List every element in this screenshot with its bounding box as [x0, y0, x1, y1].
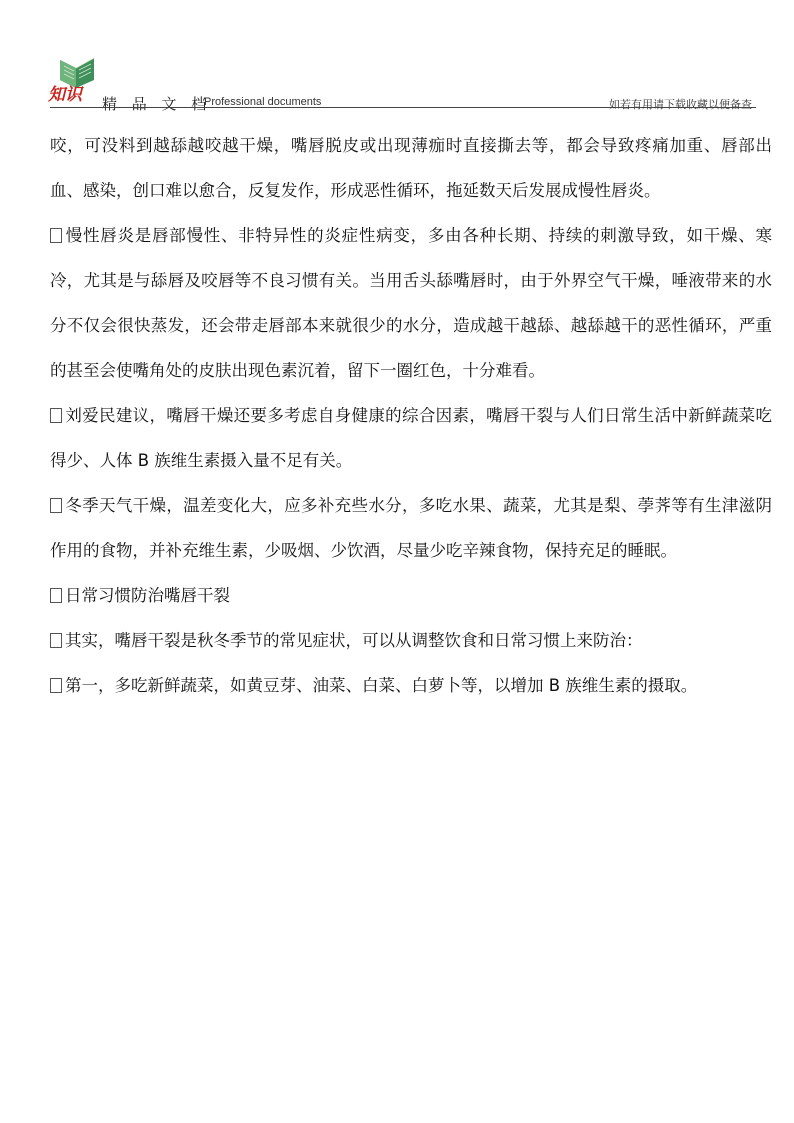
header-divider [50, 107, 756, 108]
missing-glyph-box [50, 498, 62, 513]
paragraph-2 [50, 213, 772, 393]
paragraph-text: 冬季天气干燥，温差变化大，应多补充些水分，多吃水果、蔬菜，尤其是梨、荸荠等有生津滋阴作用的食物，并补充维生素，少吸烟、少饮酒，尽量少吃辛辣食物，保持充足的睡眠。 [50, 496, 772, 560]
paragraph-1 [50, 123, 772, 213]
paragraph-4 [50, 483, 772, 573]
brand-subtitle: Professional documents [204, 96, 322, 108]
brand-title: 精 品 文 档 [102, 95, 212, 113]
paragraph-text: 日常习惯防治嘴唇干裂 [65, 586, 230, 605]
section-heading [50, 573, 772, 618]
header-tagline: 如若有用请下载收藏以便备查 [609, 98, 752, 111]
paragraph-text: 其实，嘴唇干裂是秋冬季节的常见症状，可以从调整饮食和日常习惯上来防治： [65, 631, 643, 650]
paragraph-6 [50, 618, 772, 663]
paragraph-3 [50, 393, 772, 483]
paragraph-text: 咬，可没料到越舔越咬越干燥，嘴唇脱皮或出现薄痂时直接撕去等，都会导致疼痛加重、唇部出血、感染，创口难以愈合，反复发作，形成恶性循环，拖延数天后发展成慢性唇炎。 [50, 136, 772, 200]
missing-glyph-box [50, 678, 62, 693]
paragraph-text: 刘爱民建议，嘴唇干燥还要多考虑自身健康的综合因素，嘴唇干裂与人们日常生活中新鲜蔬菜吃得少、人体 B 族维生素摄入量不足有关。 [50, 406, 772, 470]
paragraph-text: 第一，多吃新鲜蔬菜，如黄豆芽、油菜、白菜、白萝卜等，以增加 B 族维生素的摄取。 [65, 676, 698, 695]
document-header [46, 54, 756, 113]
missing-glyph-box [50, 588, 62, 603]
missing-glyph-box [50, 633, 62, 648]
missing-glyph-box [50, 408, 62, 423]
svg-text:知识: 知识 [48, 85, 82, 104]
paragraph-7 [50, 663, 772, 708]
book-knowledge-logo-icon [46, 54, 104, 104]
document-body [50, 123, 772, 708]
paragraph-text: 慢性唇炎是唇部慢性、非特异性的炎症性病变，多由各种长期、持续的刺激导致，如干燥、寒冷，尤其是与舔唇及咬唇等不良习惯有关。当用舌头舔嘴唇时，由于外界空气干燥，唾液带来的水分不仅会很快蒸发，还会带走唇部本来就很少的水分，造成越干越舔、越舔越干的恶性循环，严重的甚至会使嘴角处的皮肤出现色素沉着，留下一圈红色，十分难看。 [50, 226, 772, 380]
missing-glyph-box [50, 228, 62, 243]
